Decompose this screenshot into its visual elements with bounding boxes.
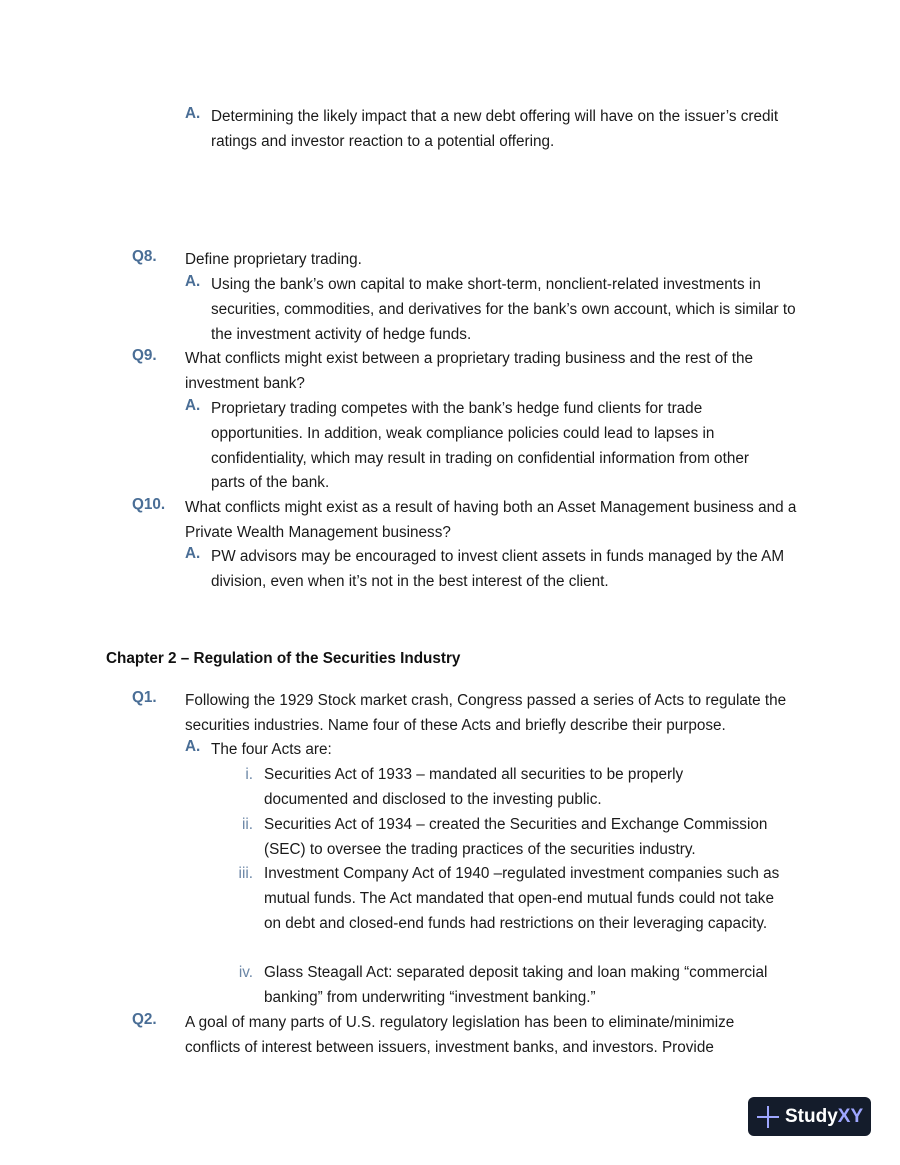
answer-text-q1: The four Acts are:	[211, 741, 332, 758]
chapter-heading: Chapter 2 – Regulation of the Securities Industry	[106, 650, 461, 667]
question-text-q2: A goal of many parts of U.S. regulatory legislation has been to eliminate/minimize conflicts of interest between issuers, investment banks, and investors. Provide	[185, 1014, 735, 1056]
answer-text: Determining the likely impact that a new debt offering will have on the issuer’s credit ratings and investor reaction to a potential offering.	[211, 108, 779, 150]
roman-numeral: iv.	[238, 964, 253, 981]
question-label-q1: Q1.	[132, 689, 157, 706]
question-label-q10: Q10.	[132, 496, 166, 513]
answer-label: A.	[185, 273, 201, 290]
roman-numeral: iii.	[238, 865, 253, 882]
answer-label: A.	[185, 545, 201, 562]
studyxy-badge	[748, 1097, 871, 1136]
question-text-q1: Following the 1929 Stock market crash, Congress passed a series of Acts to regulate the securities industries. Name four of these Acts and briefly describe their purpose.	[185, 692, 787, 734]
list-item: Investment Company Act of 1940 –regulated investment companies such as mutual funds. The Act mandated that open-end mutual funds could not take on debt and closed-end funds had restrictions on their leveraging capacity.	[264, 865, 780, 932]
question-text-q9: What conflicts might exist between a proprietary trading business and the rest of the investment bank?	[185, 350, 753, 392]
roman-numeral: i.	[245, 766, 253, 783]
answer-text-q9: Proprietary trading competes with the bank’s hedge fund clients for trade opportunities. In addition, weak compliance policies could lead to lapses in confidentiality, which may result in trading on confidential information from other parts of the bank.	[211, 400, 749, 492]
plus-icon	[757, 1106, 779, 1128]
list-item: Securities Act of 1934 – created the Securities and Exchange Commission (SEC) to oversee the trading practices of the securities industry.	[264, 816, 768, 858]
answer-text-q8: Using the bank’s own capital to make short-term, nonclient-related investments in securities, commodities, and derivatives for the bank’s own account, which is similar to the investment activity of hedge funds.	[211, 276, 796, 343]
question-label-q9: Q9.	[132, 347, 157, 364]
answer-label: A.	[185, 105, 201, 122]
question-text-q8: Define proprietary trading.	[185, 251, 362, 268]
question-label-q8: Q8.	[132, 248, 157, 265]
answer-text-q10: PW advisors may be encouraged to invest client assets in funds managed by the AM division, even when it’s not in the best interest of the client.	[211, 548, 785, 590]
answer-label: A.	[185, 397, 201, 414]
list-item: Securities Act of 1933 – mandated all securities to be properly documented and disclosed to the investing public.	[264, 766, 684, 808]
question-label-q2: Q2.	[132, 1011, 157, 1028]
question-text-q10: What conflicts might exist as a result of having both an Asset Management business and a Private Wealth Management business?	[185, 499, 797, 541]
badge-text-xy: XY	[837, 1105, 864, 1127]
answer-label: A.	[185, 738, 201, 755]
roman-numeral: ii.	[241, 816, 253, 833]
list-item: Glass Steagall Act: separated deposit taking and loan making “commercial banking” from underwriting “investment banking.”	[264, 964, 768, 1006]
badge-text-study: Study	[785, 1105, 838, 1127]
